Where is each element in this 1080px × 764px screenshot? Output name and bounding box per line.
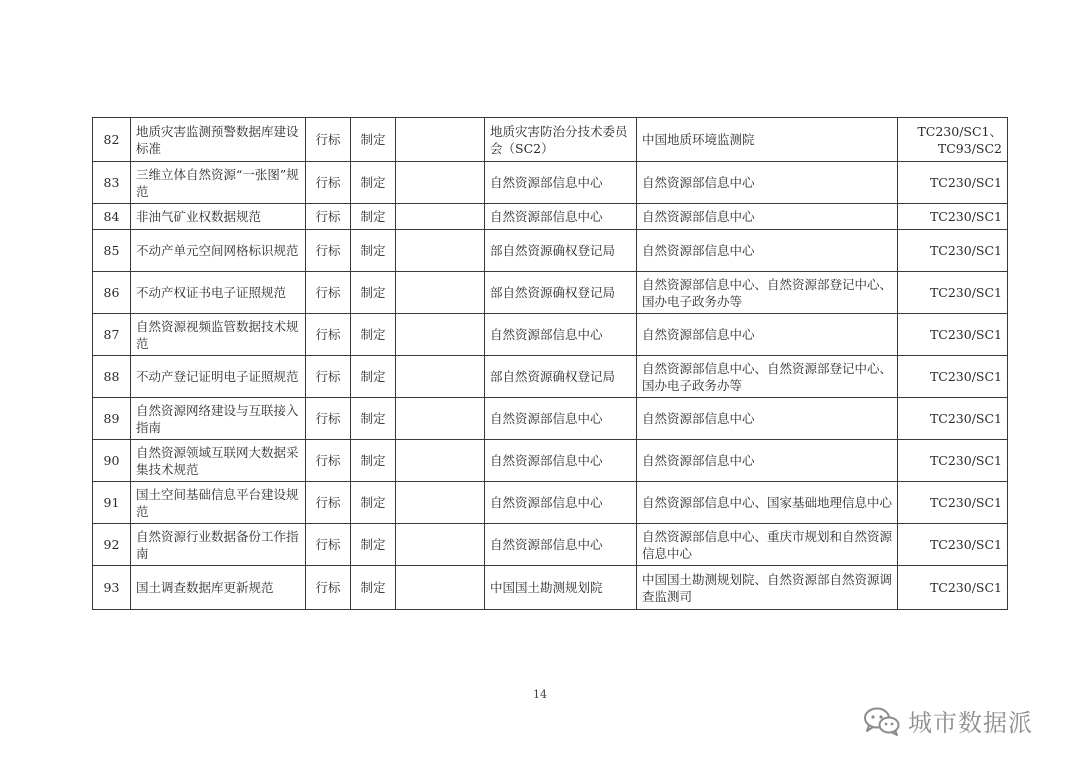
responsible-department: 部自然资源确权登记局 [485, 272, 637, 314]
technical-committee: TC230/SC1 [898, 272, 1008, 314]
technical-committee: TC230/SC1 [898, 204, 1008, 230]
technical-committee: TC230/SC1 [898, 566, 1008, 610]
standard-type: 行标 [306, 230, 351, 272]
standard-name: 自然资源视频监管数据技术规范 [131, 314, 306, 356]
technical-committee: TC230/SC1 [898, 524, 1008, 566]
drafting-organization: 自然资源部信息中心、自然资源部登记中心、国办电子政务办等 [637, 356, 898, 398]
row-number: 88 [93, 356, 131, 398]
responsible-department: 自然资源部信息中心 [485, 204, 637, 230]
standard-name: 地质灾害监测预警数据库建设标准 [131, 118, 306, 162]
standard-name: 非油气矿业权数据规范 [131, 204, 306, 230]
table-row [93, 524, 1008, 566]
standard-type: 行标 [306, 440, 351, 482]
row-number: 83 [93, 162, 131, 204]
drafting-organization: 自然资源部信息中心 [637, 398, 898, 440]
empty-cell [396, 204, 485, 230]
standard-action: 制定 [351, 162, 396, 204]
table-row [93, 440, 1008, 482]
standard-action: 制定 [351, 204, 396, 230]
empty-cell [396, 314, 485, 356]
responsible-department: 自然资源部信息中心 [485, 314, 637, 356]
technical-committee: TC230/SC1 [898, 356, 1008, 398]
technical-committee: TC230/SC1、TC93/SC2 [898, 118, 1008, 162]
empty-cell [396, 398, 485, 440]
table-row [93, 482, 1008, 524]
drafting-organization: 自然资源部信息中心、自然资源部登记中心、国办电子政务办等 [637, 272, 898, 314]
empty-cell [396, 272, 485, 314]
responsible-department: 地质灾害防治分技术委员会（SC2） [485, 118, 637, 162]
row-number: 93 [93, 566, 131, 610]
empty-cell [396, 162, 485, 204]
drafting-organization: 自然资源部信息中心 [637, 230, 898, 272]
standard-type: 行标 [306, 482, 351, 524]
empty-cell [396, 118, 485, 162]
standard-name: 自然资源网络建设与互联接入指南 [131, 398, 306, 440]
standard-action: 制定 [351, 566, 396, 610]
row-number: 89 [93, 398, 131, 440]
standard-action: 制定 [351, 524, 396, 566]
standard-name: 国土空间基础信息平台建设规范 [131, 482, 306, 524]
empty-cell [396, 524, 485, 566]
table-row [93, 118, 1008, 162]
technical-committee: TC230/SC1 [898, 162, 1008, 204]
standard-action: 制定 [351, 440, 396, 482]
page-number: 14 [533, 688, 547, 701]
responsible-department: 自然资源部信息中心 [485, 398, 637, 440]
standards-table [92, 117, 1008, 610]
standard-action: 制定 [351, 118, 396, 162]
standard-type: 行标 [306, 204, 351, 230]
drafting-organization: 自然资源部信息中心 [637, 440, 898, 482]
empty-cell [396, 566, 485, 610]
watermark [862, 703, 1033, 738]
empty-cell [396, 230, 485, 272]
standard-type: 行标 [306, 272, 351, 314]
responsible-department: 自然资源部信息中心 [485, 482, 637, 524]
row-number: 85 [93, 230, 131, 272]
table-row [93, 398, 1008, 440]
standard-name: 自然资源领域互联网大数据采集技术规范 [131, 440, 306, 482]
row-number: 82 [93, 118, 131, 162]
row-number: 87 [93, 314, 131, 356]
responsible-department: 部自然资源确权登记局 [485, 230, 637, 272]
empty-cell [396, 440, 485, 482]
row-number: 91 [93, 482, 131, 524]
empty-cell [396, 482, 485, 524]
table-row [93, 272, 1008, 314]
responsible-department: 中国国土勘测规划院 [485, 566, 637, 610]
drafting-organization: 自然资源部信息中心、重庆市规划和自然资源信息中心 [637, 524, 898, 566]
standard-name: 不动产单元空间网格标识规范 [131, 230, 306, 272]
technical-committee: TC230/SC1 [898, 314, 1008, 356]
standard-name: 国土调查数据库更新规范 [131, 566, 306, 610]
wechat-icon [862, 706, 902, 736]
standard-action: 制定 [351, 482, 396, 524]
standard-type: 行标 [306, 162, 351, 204]
drafting-organization: 自然资源部信息中心 [637, 204, 898, 230]
table-row [93, 356, 1008, 398]
row-number: 86 [93, 272, 131, 314]
empty-cell [396, 356, 485, 398]
standard-action: 制定 [351, 398, 396, 440]
responsible-department: 部自然资源确权登记局 [485, 356, 637, 398]
standard-name: 不动产登记证明电子证照规范 [131, 356, 306, 398]
technical-committee: TC230/SC1 [898, 230, 1008, 272]
standard-action: 制定 [351, 230, 396, 272]
drafting-organization: 自然资源部信息中心、国家基础地理信息中心 [637, 482, 898, 524]
standard-type: 行标 [306, 524, 351, 566]
standard-name: 三维立体自然资源“一张图”规范 [131, 162, 306, 204]
responsible-department: 自然资源部信息中心 [485, 440, 637, 482]
row-number: 84 [93, 204, 131, 230]
standard-type: 行标 [306, 566, 351, 610]
table-row [93, 204, 1008, 230]
watermark-text: 城市数据派 [908, 709, 1033, 737]
table-row [93, 230, 1008, 272]
standard-type: 行标 [306, 314, 351, 356]
responsible-department: 自然资源部信息中心 [485, 524, 637, 566]
drafting-organization: 自然资源部信息中心 [637, 314, 898, 356]
standard-action: 制定 [351, 314, 396, 356]
table-row [93, 314, 1008, 356]
standard-name: 不动产权证书电子证照规范 [131, 272, 306, 314]
standard-type: 行标 [306, 398, 351, 440]
table-row [93, 162, 1008, 204]
standard-type: 行标 [306, 356, 351, 398]
drafting-organization: 中国国土勘测规划院、自然资源部自然资源调查监测司 [637, 566, 898, 610]
row-number: 92 [93, 524, 131, 566]
standard-name: 自然资源行业数据备份工作指南 [131, 524, 306, 566]
drafting-organization: 自然资源部信息中心 [637, 162, 898, 204]
technical-committee: TC230/SC1 [898, 482, 1008, 524]
table-row [93, 566, 1008, 610]
drafting-organization: 中国地质环境监测院 [637, 118, 898, 162]
standard-type: 行标 [306, 118, 351, 162]
technical-committee: TC230/SC1 [898, 440, 1008, 482]
row-number: 90 [93, 440, 131, 482]
technical-committee: TC230/SC1 [898, 398, 1008, 440]
standard-action: 制定 [351, 272, 396, 314]
standard-action: 制定 [351, 356, 396, 398]
responsible-department: 自然资源部信息中心 [485, 162, 637, 204]
